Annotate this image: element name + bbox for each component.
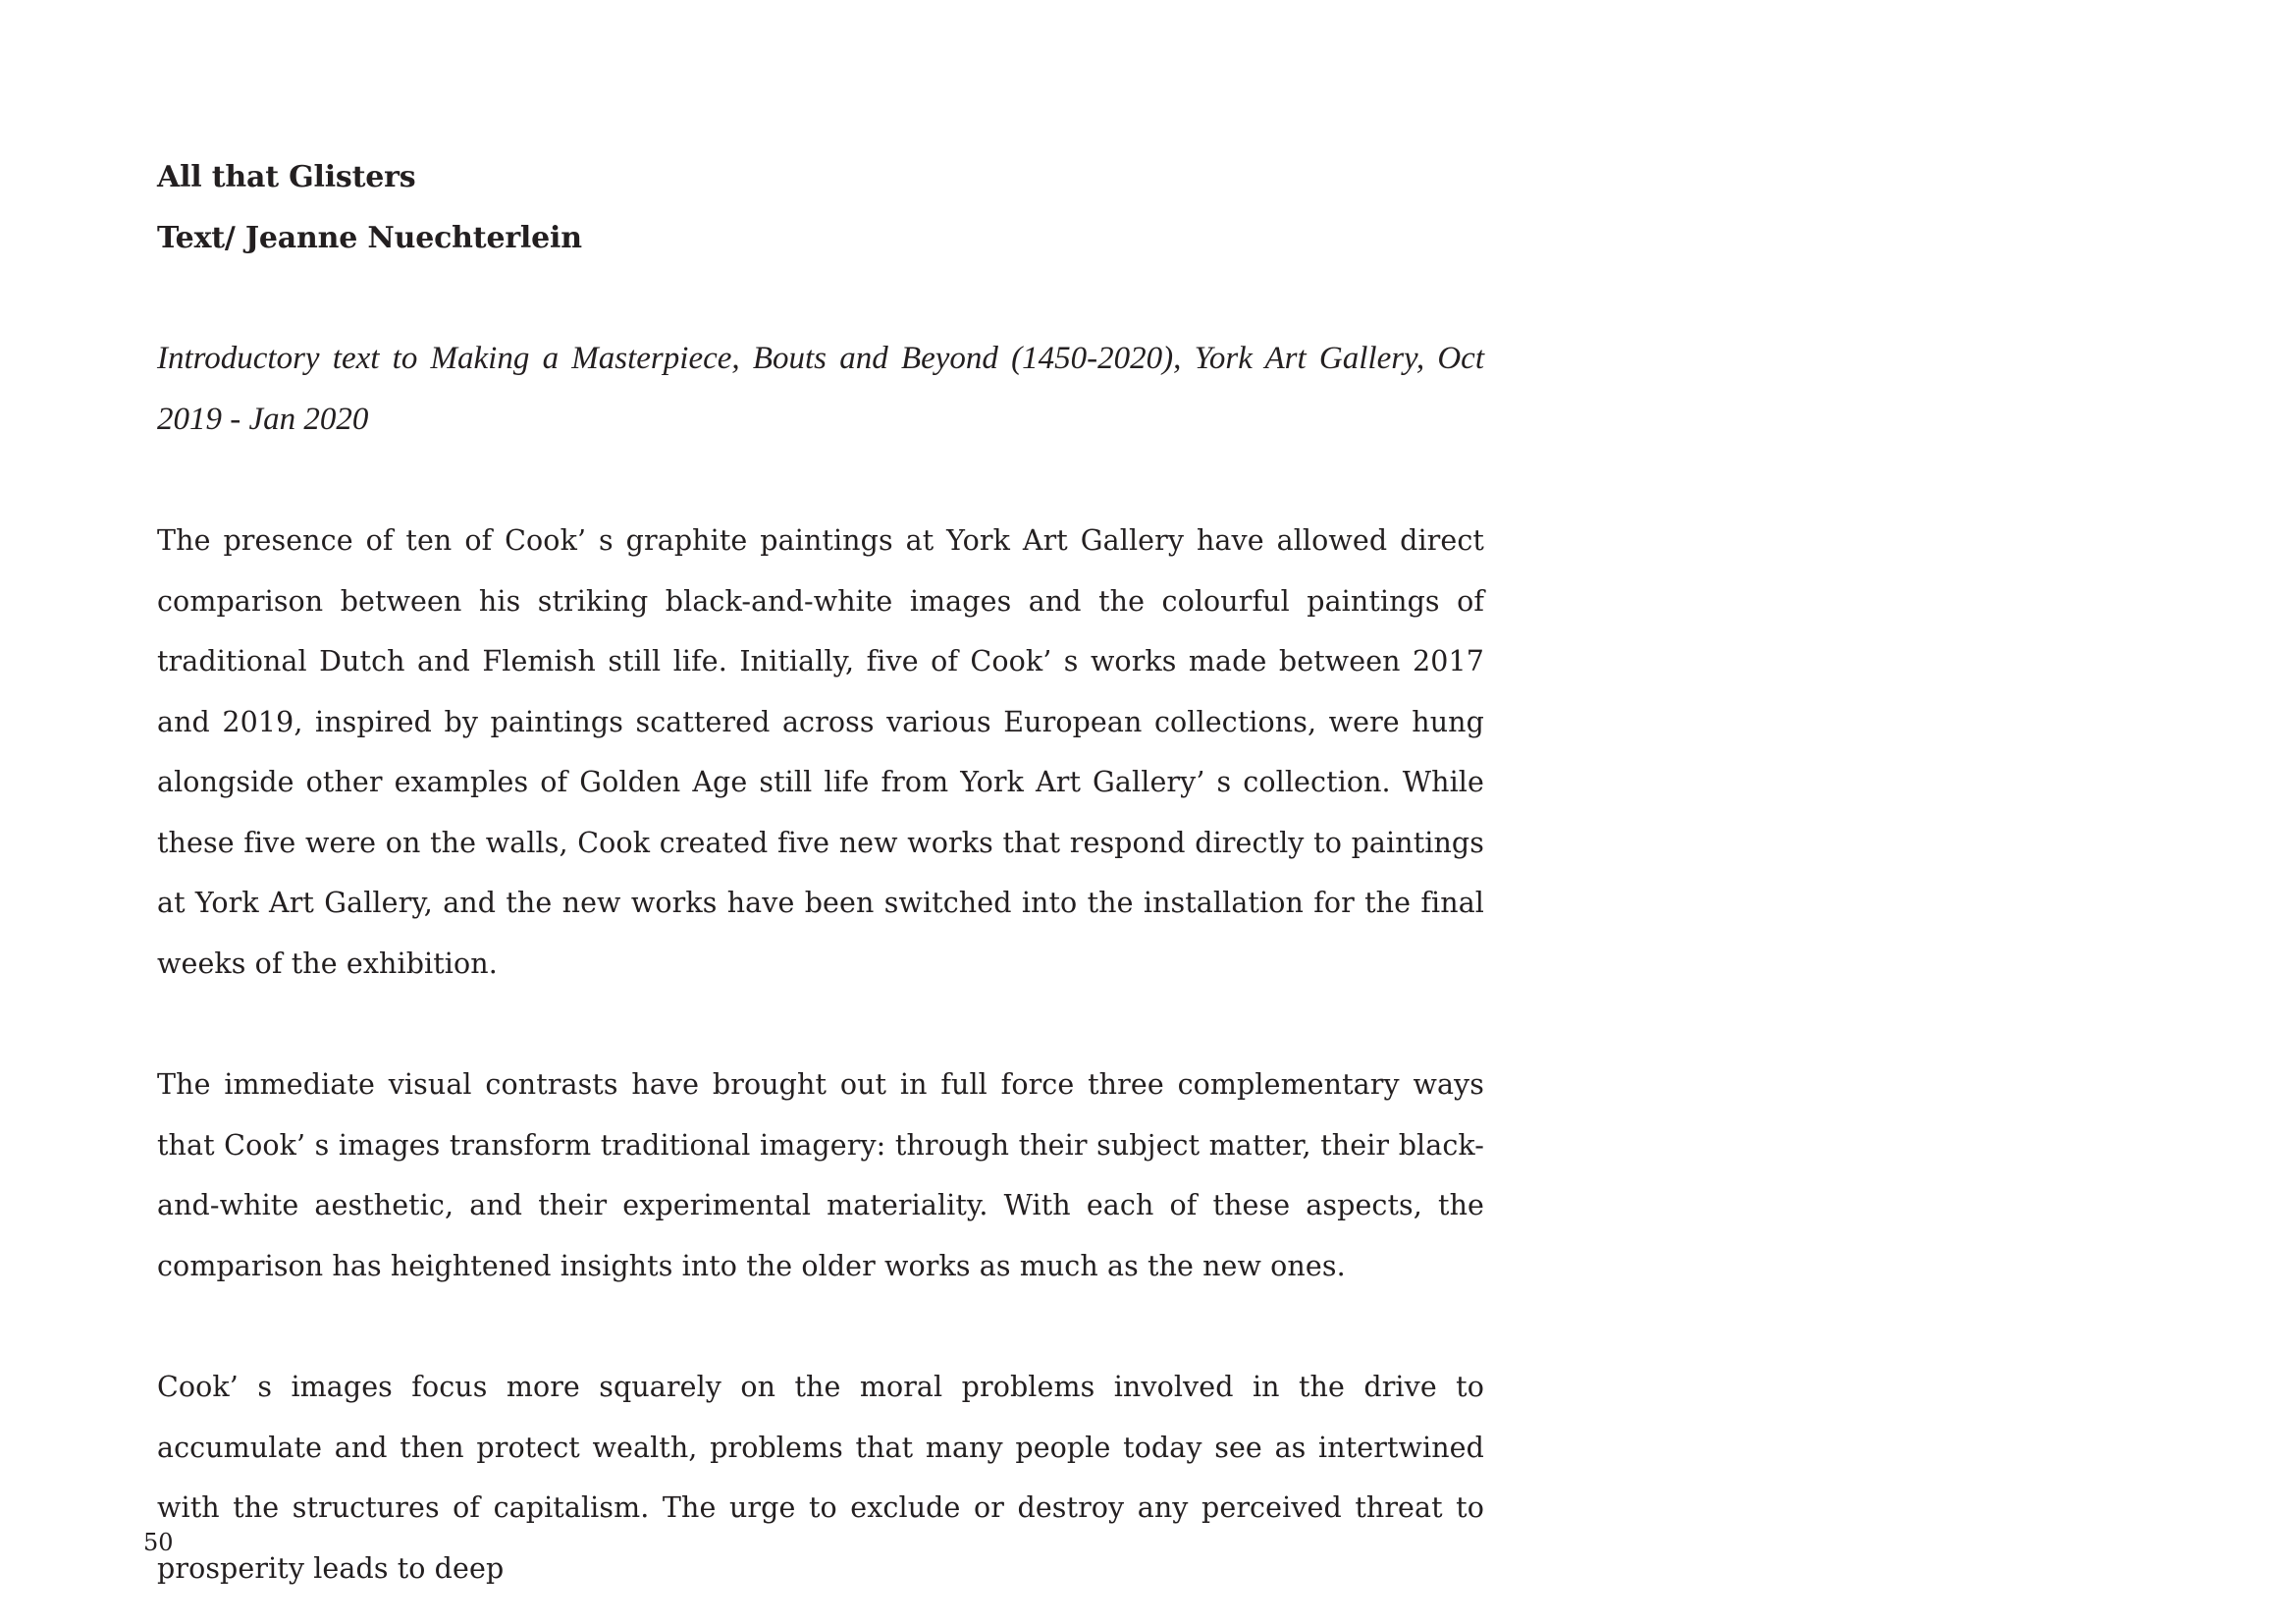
intro-note: Introductory text to Making a Masterpiece, Bouts and Beyond (1450-2020), York Art Gallery, Oct 2019 - Jan 2020 — [157, 341, 1484, 437]
paragraph-3: Cook’ s images focus more squarely on the moral problems involved in the drive to accumulate and then protect wealth, problems that many people today see as intertwined with the structures of capitalism. The urge to exclude or destroy any perceived threat to prosperity leads to deep — [157, 1371, 1484, 1585]
paragraph-1: The presence of ten of Cook’ s graphite paintings at York Art Gallery have allowed direct comparison between his striking black-and-white images and the colourful paintings of traditional Dutch and Flemish still life. Initially, five of Cook’ s works made between 2017 and 2019, inspired by paintings scattered across various European collections, were hung alongside other examples of Golden Age still life from York Art Gallery’ s collection. While these five were on the walls, Cook created five new works that respond directly to paintings at York Art Gallery, and the new works have been switched into the installation for the final weeks of the exhibition. — [157, 524, 1484, 980]
article-byline: Text/ Jeanne Nuechterlein — [157, 221, 582, 255]
paragraph-2: The immediate visual contrasts have brought out in full force three complementary ways that Cook’ s images transform traditional imagery: through their subject matter, their black-and-white aesthetic, and their experimental materiality. With each of these aspects, the comparison has heightened insights into the older works as much as the new ones. — [157, 1068, 1484, 1282]
article-title: All that Glisters — [157, 160, 416, 194]
page-number: 50 — [143, 1529, 174, 1556]
article-body — [157, 147, 1484, 1598]
